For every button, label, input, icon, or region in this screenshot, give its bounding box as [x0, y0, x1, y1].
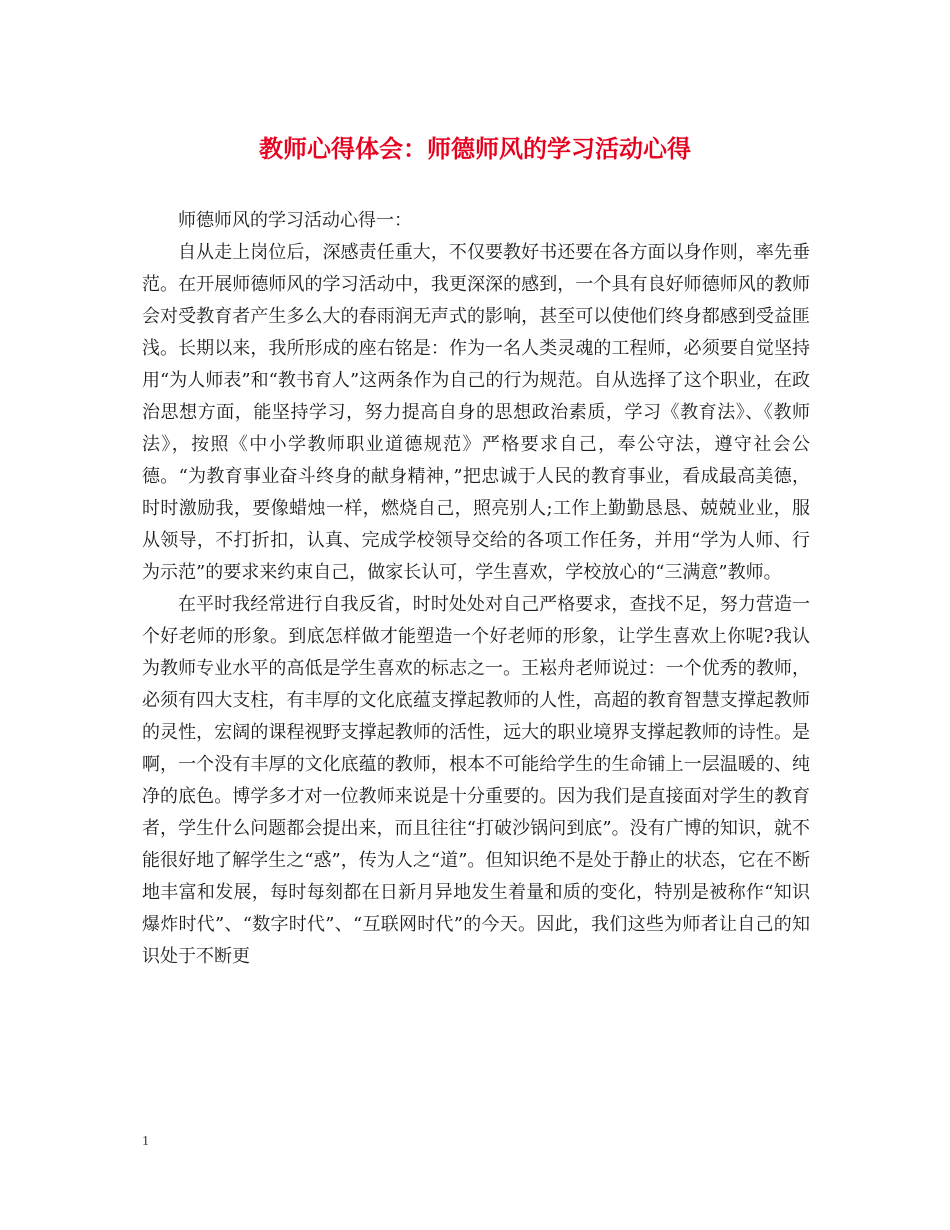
- document-body: [142, 205, 810, 973]
- document-title: 教师心得体会：师德师风的学习活动心得: [259, 134, 691, 163]
- paragraph-2: 在平时我经常进行自我反省，时时处处对自己严格要求，查找不足，努力营造一个好老师的形象。到底怎样做才能塑造一个好老师的形象，让学生喜欢上你呢?我认为教师专业水平的高低是学生喜欢的标志之一。王崧舟老师说过：一个优秀的教师，必须有四大支柱，有丰厚的文化底蕴支撑起教师的人性，高超的教育智慧支撑起教师的灵性，宏阔的课程视野支撑起教师的活性，远大的职业境界支撑起教师的诗性。是啊，一个没有丰厚的文化底蕴的教师，根本不可能给学生的生命铺上一层温暖的、纯净的底色。博学多才对一位教师来说是十分重要的。因为我们是直接面对学生的教育者，学生什么问题都会提出来，而且往往“打破沙锅问到底”。没有广博的知识，就不能很好地了解学生之“惑”，传为人之“道”。但知识绝不是处于静止的状态，它在不断地丰富和发展，每时每刻都在日新月异地发生着量和质的变化，特别是被称作“知识爆炸时代”、“数字时代”、“互联网时代”的今天。因此，我们这些为师者让自己的知识处于不断更: [142, 594, 810, 967]
- page-number: 1: [142, 1134, 149, 1149]
- paragraph-1: 自从走上岗位后，深感责任重大，不仅要教好书还要在各方面以身作则，率先垂范。在开展师德师风的学习活动中，我更深深的感到，一个具有良好师德师风的教师会对受教育者产生多么大的春雨润无声式的影响，甚至可以使他们终身都感到受益匪浅。长期以来，我所形成的座右铭是：作为一名人类灵魂的工程师，必须要自觉坚持用“为人师表”和“教书育人”这两条作为自己的行为规范。自从选择了这个职业，在政治思想方面，能坚持学习，努力提高自身的思想政治素质，学习《教育法》、《教师法》，按照《中小学教师职业道德规范》严格要求自己，奉公守法，遵守社会公德。“为教育事业奋斗终身的献身精神，”把忠诚于人民的教育事业，看成最高美德，时时激励我，要像蜡烛一样，燃烧自己，照亮别人;工作上勤勤恳恳、兢兢业业，服从领导，不打折扣，认真、完成学校领导交给的各项工作任务，并用“学为人师、行为示范”的要求来约束自己，做家长认可，学生喜欢，学校放心的“三满意”教师。: [142, 242, 810, 583]
- paragraph-heading: 师德师风的学习活动心得一：: [178, 210, 412, 231]
